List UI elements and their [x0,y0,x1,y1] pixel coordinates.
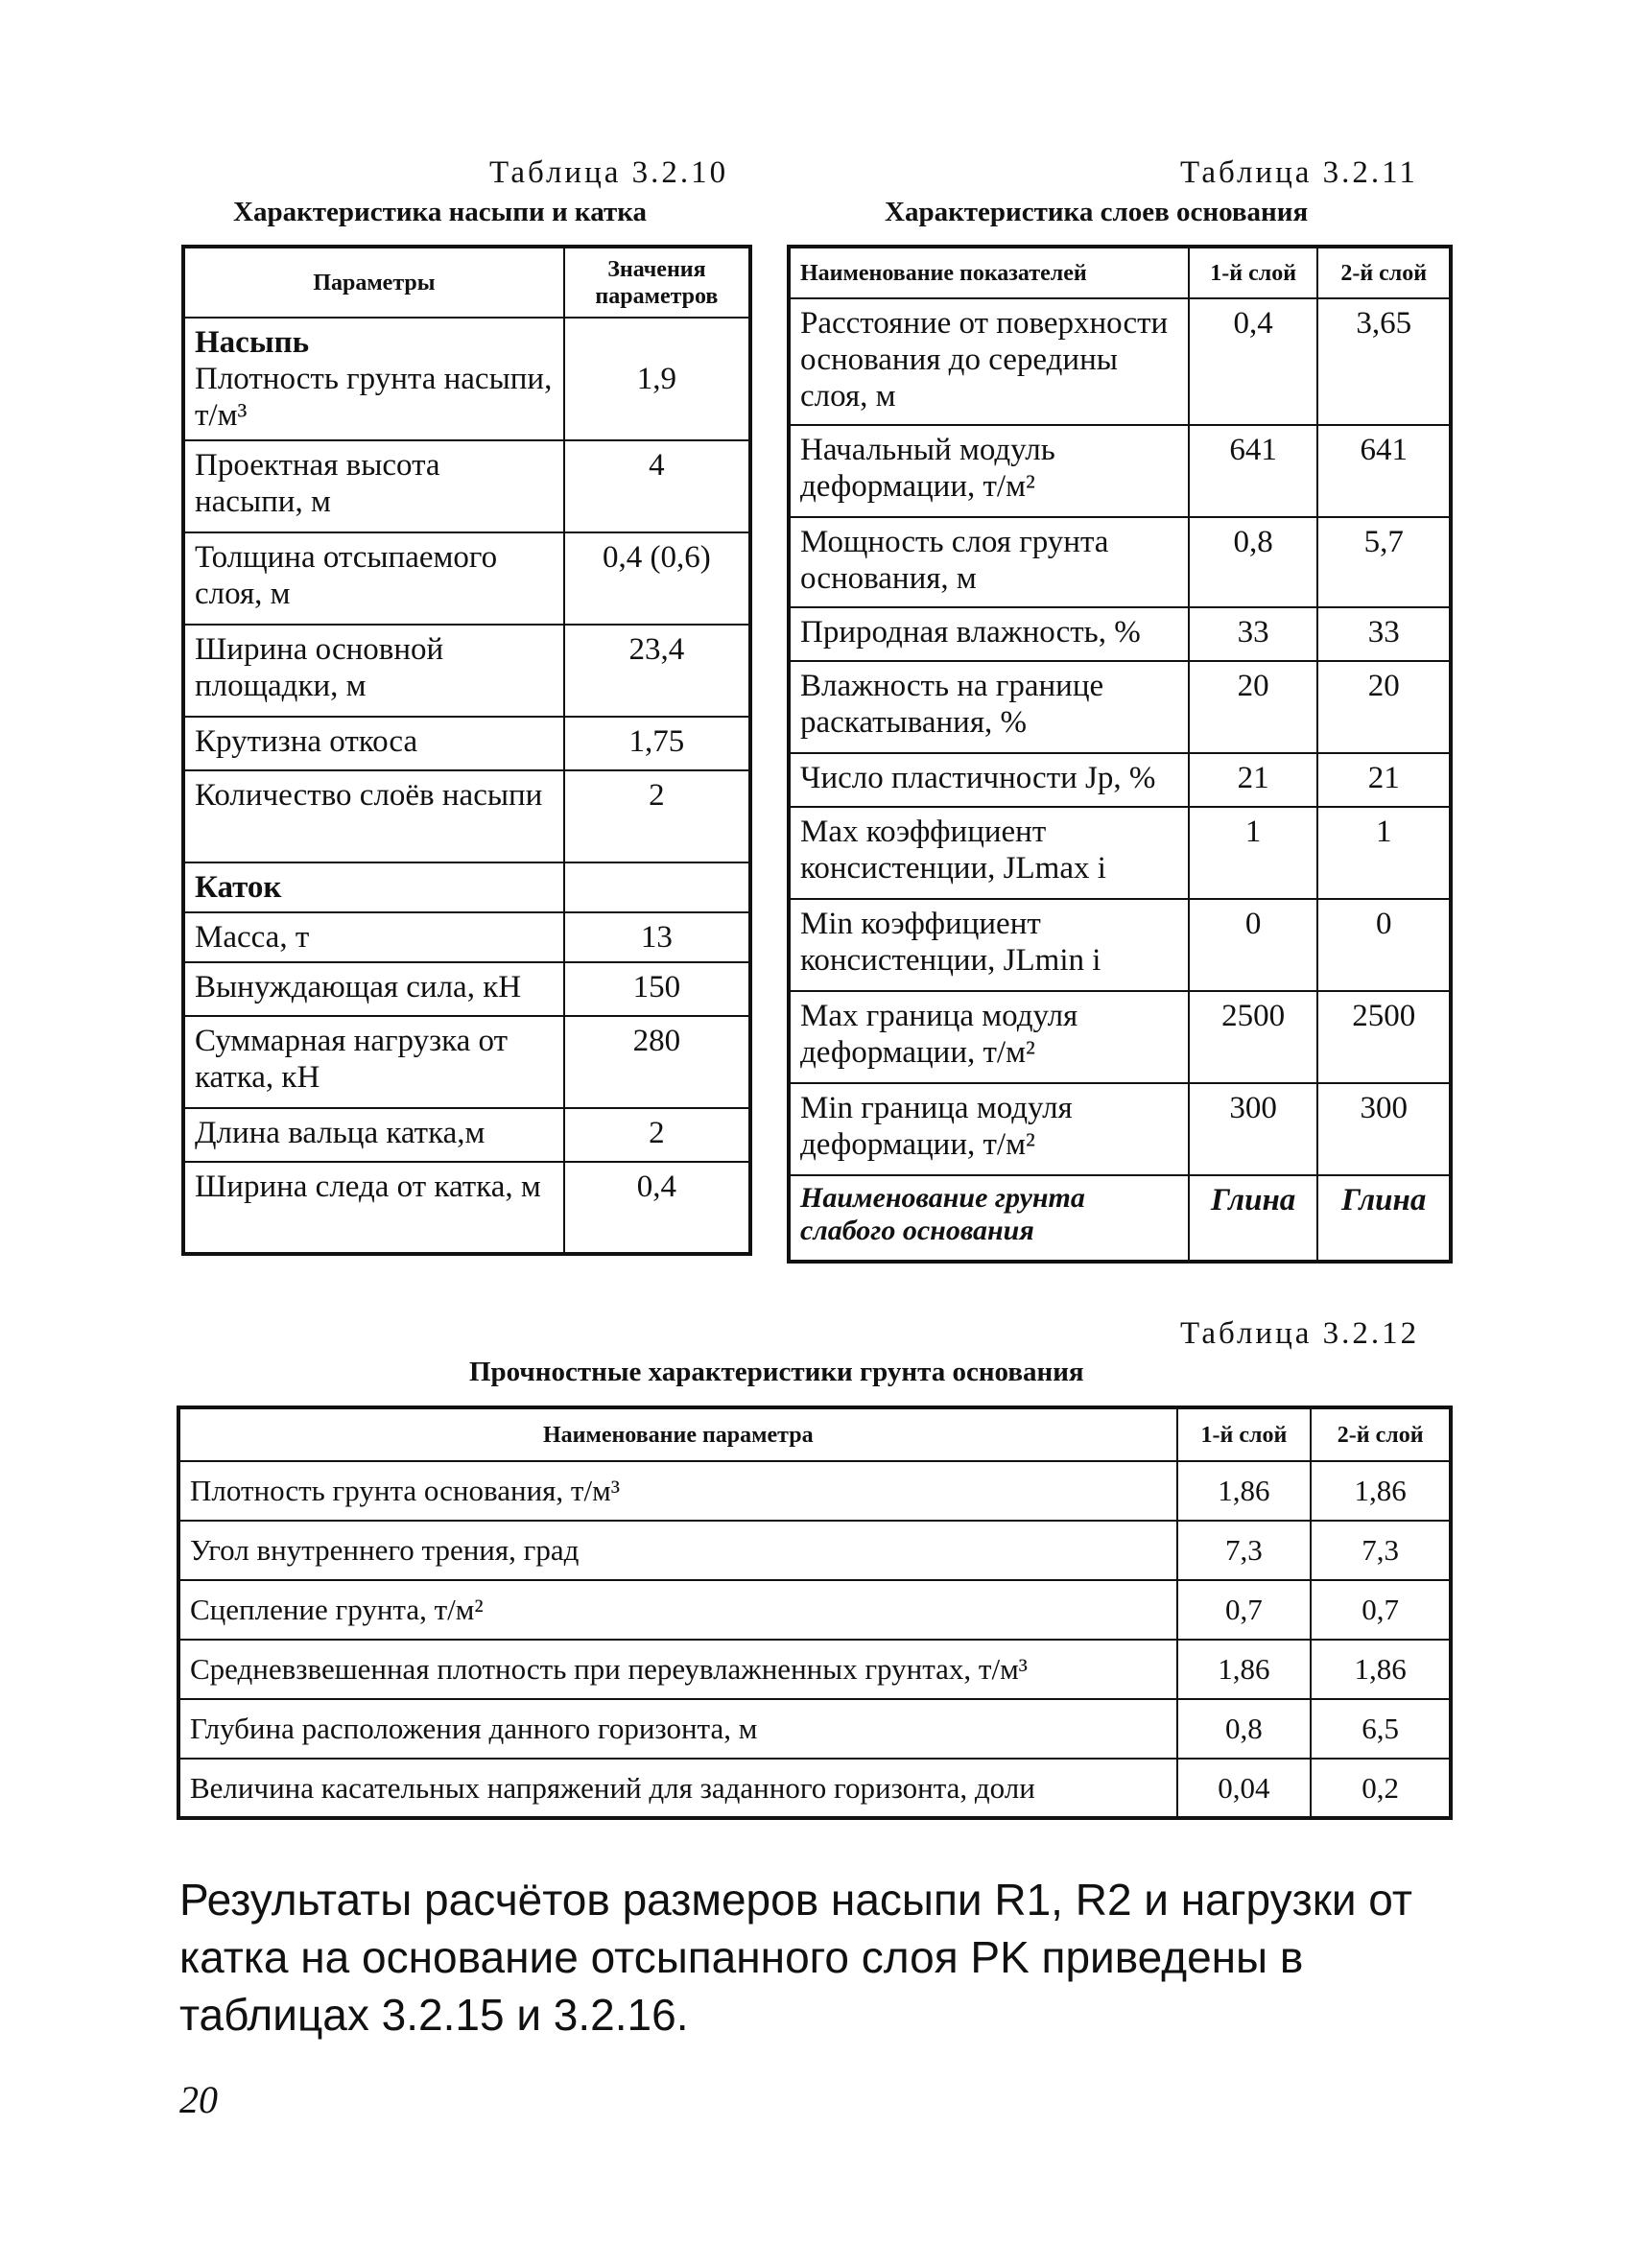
table-3-2-11-title: Характеристика слоев основания [885,197,1309,227]
cell-param: Проектная высота насыпи, м [183,440,564,532]
cell-layer-2: 6,5 [1311,1699,1451,1759]
cell-layer-1: 1 [1189,807,1318,899]
table-3-2-10-title: Характеристика насыпи и катка [233,197,647,227]
cell-value: 4 [564,440,750,532]
cell-layer-1: 33 [1189,607,1318,661]
cell-layer-1: 0,8 [1189,517,1318,607]
cell-name: Min граница модуля деформации, т/м² [789,1083,1189,1175]
cell-name: Средневзвешенная плотность при переувлажненных грунтах, т/м³ [178,1640,1177,1699]
cell-param: Толщина отсыпаемого слоя, м [183,532,564,625]
header-parameter-name: Наименование параметра [178,1407,1177,1461]
cell-layer-2: 1 [1317,807,1451,899]
body-paragraph: Результаты расчётов размеров насыпи R1, R2 и нагрузки от катка на основание отсыпанного слоя PK приведены в таблицах 3.2.15 и 3.2.16. [179,1875,1412,2040]
table-3-2-11 [787,245,1453,1264]
cell-name: Сцепление грунта, т/м² [178,1580,1177,1640]
cell-name: Плотность грунта основания, т/м³ [178,1461,1177,1521]
header-indicator-name: Наименование показателей [789,247,1189,298]
section-embankment: Насыпь [195,325,310,360]
cell-layer-1: 0,04 [1177,1759,1312,1818]
cell-layer-2: Глина [1317,1175,1451,1262]
cell-layer-1: 0,4 [1189,298,1318,425]
cell-layer-2: 0 [1317,899,1451,991]
cell-value: 1,9 [564,318,750,440]
header-parameters: Параметры [183,247,564,318]
cell-value: 150 [564,962,750,1016]
cell-layer-1: 1,86 [1177,1461,1312,1521]
cell-param: Суммарная нагрузка от катка, кН [183,1016,564,1108]
cell-layer-1: 0,8 [1177,1699,1312,1759]
cell-name: Min коэффициент консистенции, JLmin i [789,899,1189,991]
cell-layer-1: 2500 [1189,991,1318,1083]
cell-layer-2: 33 [1317,607,1451,661]
cell-param: Количество слоёв насыпи [183,770,564,862]
cell-name: Мощность слоя грунта основания, м [789,517,1189,607]
cell-layer-2: 3,65 [1317,298,1451,425]
header-layer-1: 1-й слой [1177,1407,1312,1461]
cell-name: Расстояние от поверхности основания до середины слоя, м [789,298,1189,425]
cell-layer-2: 20 [1317,661,1451,753]
cell-layer-2: 641 [1317,425,1451,517]
cell-layer-2: 1,86 [1311,1461,1451,1521]
cell-name: Природная влажность, % [789,607,1189,661]
table-row [183,318,564,440]
cell-param: Масса, т [183,912,564,962]
cell-layer-2: 1,86 [1311,1640,1451,1699]
cell-layer-2: 5,7 [1317,517,1451,607]
cell-layer-2: 0,7 [1311,1580,1451,1640]
cell-param: Длина вальца катка,м [183,1108,564,1162]
header-values: Значения параметров [564,247,750,318]
cell-name: Max коэффициент консистенции, JLmax i [789,807,1189,899]
cell-value: 1,75 [564,717,750,770]
cell-empty [564,862,750,912]
table-3-2-10-number: Таблица 3.2.10 [489,155,729,190]
cell-name: Начальный модуль деформации, т/м² [789,425,1189,517]
cell-layer-2: 0,2 [1311,1759,1451,1818]
cell-layer-1: 21 [1189,753,1318,807]
cell-name: Влажность на границе раскатывания, % [789,661,1189,753]
cell-value: 0,4 (0,6) [564,532,750,625]
cell-param: Плотность грунта насыпи, т/м³ [195,362,553,433]
table-3-2-12 [177,1406,1453,1820]
cell-layer-1: 300 [1189,1083,1318,1175]
section-roller: Каток [183,862,564,912]
cell-layer-2: 7,3 [1311,1521,1451,1580]
cell-value: 2 [564,770,750,862]
cell-layer-2: 21 [1317,753,1451,807]
cell-param: Вынуждающая сила, кН [183,962,564,1016]
cell-name: Наименование грунта слабого основания [789,1175,1189,1262]
table-3-2-12-number: Таблица 3.2.12 [1180,1316,1420,1351]
cell-layer-1: 0,7 [1177,1580,1312,1640]
cell-value: 13 [564,912,750,962]
table-3-2-12-title: Прочностные характеристики грунта основания [469,1357,1084,1387]
cell-layer-2: 300 [1317,1083,1451,1175]
cell-layer-1: 641 [1189,425,1318,517]
cell-value: 23,4 [564,625,750,717]
table-3-2-11-number: Таблица 3.2.11 [1180,155,1418,190]
cell-value: 2 [564,1108,750,1162]
header-layer-2: 2-й слой [1317,247,1451,298]
cell-layer-1: 1,86 [1177,1640,1312,1699]
cell-param: Ширина следа от катка, м [183,1162,564,1254]
cell-param: Крутизна откоса [183,717,564,770]
cell-name: Глубина расположения данного горизонта, м [178,1699,1177,1759]
cell-layer-1: 20 [1189,661,1318,753]
cell-layer-1: 0 [1189,899,1318,991]
cell-layer-1: 7,3 [1177,1521,1312,1580]
cell-param: Ширина основной площадки, м [183,625,564,717]
cell-name: Число пластичности Jp, % [789,753,1189,807]
header-layer-1: 1-й слой [1189,247,1318,298]
cell-layer-2: 2500 [1317,991,1451,1083]
header-layer-2: 2-й слой [1311,1407,1451,1461]
cell-value: 0,4 [564,1162,750,1254]
cell-name: Угол внутреннего трения, град [178,1521,1177,1580]
cell-name: Величина касательных напряжений для заданного горизонта, доли [178,1759,1177,1818]
page-number: 20 [179,2078,218,2121]
cell-layer-1: Глина [1189,1175,1318,1262]
cell-name: Max граница модуля деформации, т/м² [789,991,1189,1083]
cell-value: 280 [564,1016,750,1108]
table-3-2-10 [181,245,752,1256]
